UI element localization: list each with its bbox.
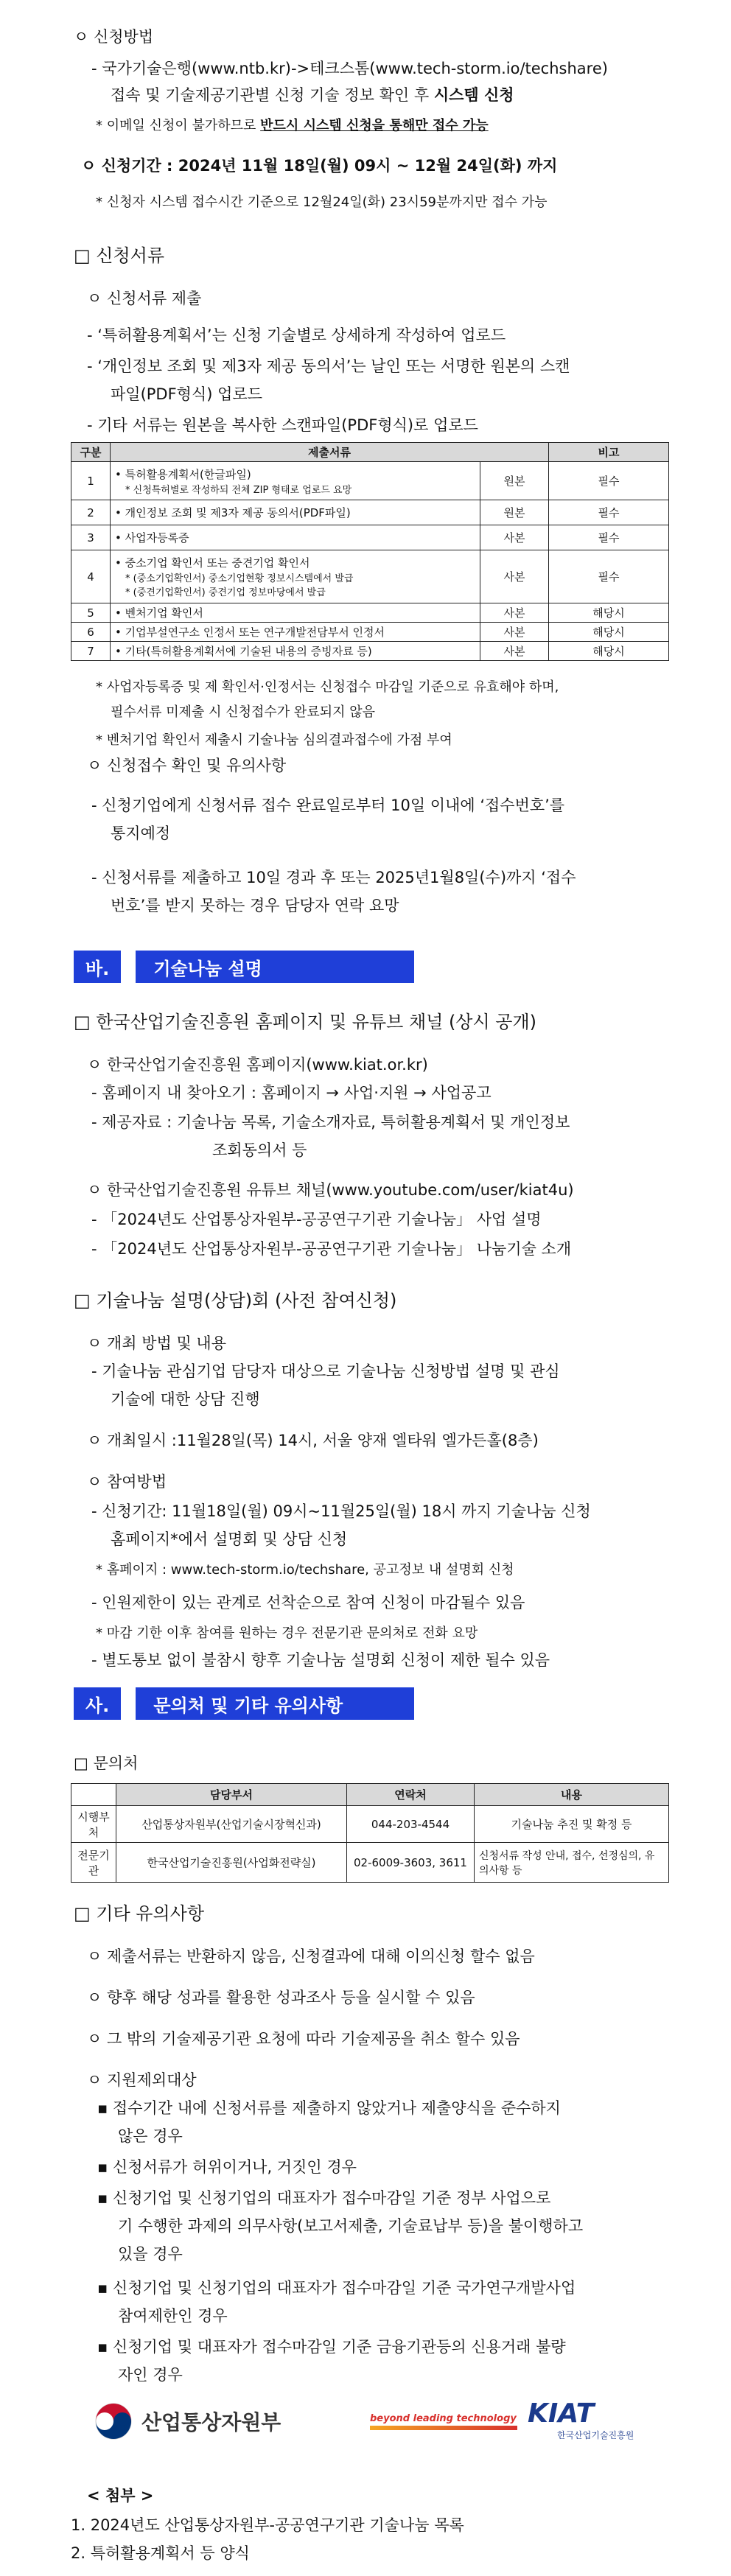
- table-cell: • 특허활용계획서(한글파일) * 신청특허별로 작성하되 전체 ZIP 형태로 업로드 요망: [111, 462, 480, 500]
- table-cell: 7: [71, 642, 111, 661]
- etc-title: □ 기타 유의사항: [74, 1903, 205, 1924]
- table-cell: 해당시: [549, 623, 669, 642]
- docs-check-line: 통지예정: [111, 825, 171, 842]
- table-cell: 사본: [480, 603, 549, 623]
- table-row: [71, 500, 669, 525]
- table-cell: 기술나눔 추진 및 확정 등: [475, 1806, 669, 1843]
- table-cell: • 기타(특허활용계획서에 기술된 내용의 증빙자료 등): [111, 642, 480, 661]
- table-cell: 사본: [480, 623, 549, 642]
- col-header: 담당부서: [116, 1784, 347, 1806]
- exclusion-item: ▪ 신청서류가 허위이거나, 거짓인 경우: [97, 2158, 357, 2176]
- docs-check-title: ㅇ 신청접수 확인 및 유의사항: [87, 757, 287, 774]
- docs-bullet: 파일(PDF형식) 업로드: [111, 385, 262, 403]
- motie-logo: [94, 2399, 281, 2443]
- docs-note: * 사업자등록증 및 제 확인서·인정서는 신청접수 마감일 기준으로 유효해야 하며,: [96, 679, 559, 695]
- table-cell: 시행부처: [71, 1806, 116, 1843]
- seminar-date: ㅇ 개최일시 :11월28일(목) 14시, 서울 양재 엘타워 엘가든홀(8층): [87, 1432, 539, 1449]
- section-title: 기술나눔 설명: [136, 951, 414, 983]
- docs-check-line: - 신청서류를 제출하고 10일 경과 후 또는 2025년1월8일(수)까지 ‘접수: [91, 869, 576, 886]
- etc-item: ㅇ 그 밖의 기술제공기관 요청에 따라 기술제공을 취소 할수 있음: [87, 2030, 520, 2048]
- apply-period: ㅇ 신청기간 : 2024년 11월 18일(월) 09시 ~ 12월 24일(화) 까지: [81, 157, 558, 175]
- exclusion-item: 있을 경우: [118, 2245, 183, 2263]
- apply-period-note: * 신청자 시스템 접수시간 기준으로 12월24일(화) 23시59분까지만 접수 가능: [96, 195, 548, 210]
- kiat-wordmark: KIAT: [528, 2398, 595, 2429]
- kiat-homepage-line: - 제공자료 : 기술나눔 목록, 기술소개자료, 특허활용계획서 및 개인정보: [91, 1113, 570, 1131]
- seminar-note: * 홈페이지 : www.tech-storm.io/techshare, 공고정보 내 설명회 신청: [96, 1562, 514, 1578]
- table-cell: • 벤처기업 확인서: [111, 603, 480, 623]
- table-header-row: [71, 1784, 669, 1806]
- etc-item: ㅇ 향후 해당 성과를 활용한 성과조사 등을 실시할 수 있음: [87, 1989, 475, 2006]
- table-header-row: [71, 443, 669, 462]
- seminar-participation-line: - 인원제한이 있는 관계로 선착순으로 참여 신청이 마감될수 있음: [91, 1594, 525, 1611]
- attachment-title: < 첨부 >: [87, 2487, 154, 2505]
- table-cell: • 기업부설연구소 인정서 또는 연구개발전담부서 인정서: [111, 623, 480, 642]
- section-title: 문의처 및 기타 유의사항: [136, 1687, 414, 1720]
- seminar-participation-line: 홈페이지*에서 설명회 및 상담 신청: [111, 1530, 348, 1548]
- taegeuk-icon: [94, 2402, 133, 2440]
- seminar-method-line: 기술에 대한 상담 진행: [111, 1390, 260, 1408]
- table-cell: 신청서류 작성 안내, 접수, 선정심의, 유의사항 등: [475, 1843, 669, 1883]
- table-cell: • 개인정보 조회 및 제3자 제공 동의서(PDF파일): [111, 500, 480, 525]
- table-cell: 원본: [480, 462, 549, 500]
- seminar-participation-line: - 신청기간: 11월18일(월) 09시~11월25일(월) 18시 까지 기술나눔 신청: [91, 1502, 591, 1520]
- table-row: [71, 1843, 669, 1883]
- table-cell: 4: [71, 550, 111, 603]
- exclusion-item: ▪ 신청기업 및 신청기업의 대표자가 접수마감일 기준 정부 사업으로: [97, 2189, 551, 2207]
- table-cell: 한국산업기술진흥원(사업화전략실): [116, 1843, 347, 1883]
- col-header: 내용: [475, 1784, 669, 1806]
- email-note: * 이메일 신청이 불가하므로 반드시 시스템 신청을 통해만 접수 가능: [96, 118, 489, 133]
- docs-note: * 벤처기업 확인서 제출시 기술나눔 심의결과접수에 가점 부여: [96, 732, 452, 748]
- seminar-participation-line: - 별도통보 없이 불참시 향후 기술나눔 설명회 신청이 제한 될수 있음: [91, 1651, 550, 1669]
- kiat-youtube-line: - 「2024년도 산업통상자원부-공공연구기관 기술나눔」 사업 설명: [91, 1211, 542, 1228]
- docs-table: [71, 442, 669, 661]
- section-header-ba: [74, 951, 414, 983]
- docs-check-line: - 신청기업에게 신청서류 접수 완료일로부터 10일 이내에 ‘접수번호’를: [91, 797, 565, 814]
- table-row: [71, 462, 669, 500]
- exclusion-item: ▪ 신청기업 및 대표자가 접수마감일 기준 금융기관등의 신용거래 불량: [97, 2338, 566, 2356]
- col-header: [71, 1784, 116, 1806]
- apply-method-title: ㅇ 신청방법: [74, 28, 154, 46]
- kiat-logo: [528, 2399, 634, 2443]
- kiat-homepage-line: - 홈페이지 내 찾아오기 : 홈페이지 → 사업·지원 → 사업공고: [91, 1084, 492, 1102]
- docs-check-line: 번호’를 받지 못하는 경우 담당자 연락 요망: [111, 897, 399, 914]
- table-row: [71, 642, 669, 661]
- table-row: [71, 603, 669, 623]
- contact-table: [71, 1783, 669, 1883]
- kiat-homepage-line: 조회동의서 등: [212, 1141, 307, 1159]
- seminar-method-line: - 기술나눔 관심기업 담당자 대상으로 기술나눔 신청방법 설명 및 관심: [91, 1362, 560, 1380]
- col-header: 연락처: [347, 1784, 475, 1806]
- section-number: 바.: [74, 951, 121, 983]
- table-cell: 필수: [549, 525, 669, 550]
- kiat-youtube-line: - 「2024년도 산업통상자원부-공공연구기관 기술나눔」 나눔기술 소개: [91, 1240, 572, 1258]
- table-cell: 필수: [549, 462, 669, 500]
- table-cell: 해당시: [549, 603, 669, 623]
- contact-title: □ 문의처: [74, 1754, 139, 1772]
- section-header-sa: [74, 1687, 414, 1720]
- attachment-item: 2. 특허활용계획서 등 양식: [71, 2544, 250, 2562]
- attachment-item: 1. 2024년도 산업통상자원부-공공연구기관 기술나눔 목록: [71, 2516, 464, 2534]
- etc-item: ㅇ 제출서류는 반환하지 않음, 신청결과에 대해 이의신청 할수 없음: [87, 1947, 535, 1965]
- table-cell: 02-6009-3603, 3611: [347, 1843, 475, 1883]
- slogan-swoosh: [370, 2426, 517, 2430]
- kiat-channel-title: □ 한국산업기술진흥원 홈페이지 및 유튜브 채널 (상시 공개): [74, 1012, 537, 1032]
- motie-name: 산업통상자원부: [141, 2410, 281, 2435]
- seminar-participation-title: ㅇ 참여방법: [87, 1473, 167, 1491]
- table-cell: 사본: [480, 642, 549, 661]
- table-cell: • 중소기업 확인서 또는 중견기업 확인서 * (중소기업확인서) 중소기업현황 정보시스템에서 발급 * (중견기업확인서) 중견기업 정보마당에서 발급: [111, 550, 480, 603]
- exclusion-item: ▪ 접수기간 내에 신청서류를 제출하지 않았거나 제출양식을 준수하지: [97, 2099, 561, 2117]
- section-number: 사.: [74, 1687, 121, 1720]
- table-cell: 사본: [480, 525, 549, 550]
- table-cell: 2: [71, 500, 111, 525]
- slogan-text: beyond leading technology: [370, 2412, 517, 2424]
- apply-method-line: - 국가기술은행(www.ntb.kr)->테크스톰(www.tech-storm.io/techshare): [91, 60, 608, 77]
- table-row: [71, 623, 669, 642]
- docs-bullet: - ‘개인정보 조회 및 제3자 제공 동의서’는 날인 또는 서명한 원본의 스캔: [87, 357, 570, 375]
- table-cell: 3: [71, 525, 111, 550]
- exclusion-title: ㅇ 지원제외대상: [87, 2071, 197, 2089]
- docs-bullet: - ‘특허활용계획서’는 신청 기술별로 상세하게 작성하여 업로드: [87, 326, 506, 344]
- col-header: 구분: [71, 443, 111, 462]
- col-header: 제출서류: [111, 443, 549, 462]
- docs-title: □ 신청서류: [74, 245, 165, 266]
- docs-bullet: - 기타 서류는 원본을 복사한 스캔파일(PDF형식)로 업로드: [87, 416, 478, 434]
- table-cell: • 사업자등록증: [111, 525, 480, 550]
- table-cell: 사본: [480, 550, 549, 603]
- exclusion-item: 참여제한인 경우: [118, 2307, 228, 2325]
- table-row: [71, 1806, 669, 1843]
- table-cell: 원본: [480, 500, 549, 525]
- col-header: 비고: [549, 443, 669, 462]
- docs-submit-title: ㅇ 신청서류 제출: [87, 290, 202, 307]
- table-cell: 산업통상자원부(산업기술시장혁신과): [116, 1806, 347, 1843]
- table-cell: 1: [71, 462, 111, 500]
- system-apply-emphasis: 시스템 신청: [433, 86, 514, 104]
- table-cell: 044-203-4544: [347, 1806, 475, 1843]
- seminar-note: * 마감 기한 이후 참여를 원하는 경우 전문기관 문의처로 전화 요망: [96, 1625, 478, 1641]
- table-row: [71, 550, 669, 603]
- table-row: [71, 525, 669, 550]
- system-only-emphasis: 반드시 시스템 신청을 통해만 접수 가능: [260, 118, 489, 133]
- kiat-subname: 한국산업기술진흥원: [557, 2430, 634, 2440]
- docs-note: 필수서류 미제출 시 신청접수가 완료되지 않음: [111, 704, 375, 720]
- seminar-method-title: ㅇ 개최 방법 및 내용: [87, 1334, 226, 1352]
- apply-method-line: 접속 및 기술제공기관별 신청 기술 정보 확인 후 시스템 신청: [111, 86, 514, 104]
- table-cell: 5: [71, 603, 111, 623]
- exclusion-item: 자인 경우: [118, 2366, 183, 2384]
- table-cell: 해당시: [549, 642, 669, 661]
- table-cell: 필수: [549, 550, 669, 603]
- exclusion-item: 않은 경우: [118, 2127, 183, 2145]
- kiat-homepage-title: ㅇ 한국산업기술진흥원 홈페이지(www.kiat.or.kr): [87, 1056, 428, 1074]
- exclusion-item: ▪ 신청기업 및 신청기업의 대표자가 접수마감일 기준 국가연구개발사업: [97, 2279, 576, 2297]
- table-cell: 전문기관: [71, 1843, 116, 1883]
- seminar-title: □ 기술나눔 설명(상담)회 (사전 참여신청): [74, 1290, 397, 1311]
- kiat-youtube-title: ㅇ 한국산업기술진흥원 유튜브 채널(www.youtube.com/user/kiat4u): [87, 1181, 574, 1199]
- table-cell: 필수: [549, 500, 669, 525]
- slogan-logo: [370, 2407, 517, 2436]
- table-cell: 6: [71, 623, 111, 642]
- exclusion-item: 기 수행한 과제의 의무사항(보고서제출, 기술료납부 등)을 불이행하고: [118, 2217, 584, 2235]
